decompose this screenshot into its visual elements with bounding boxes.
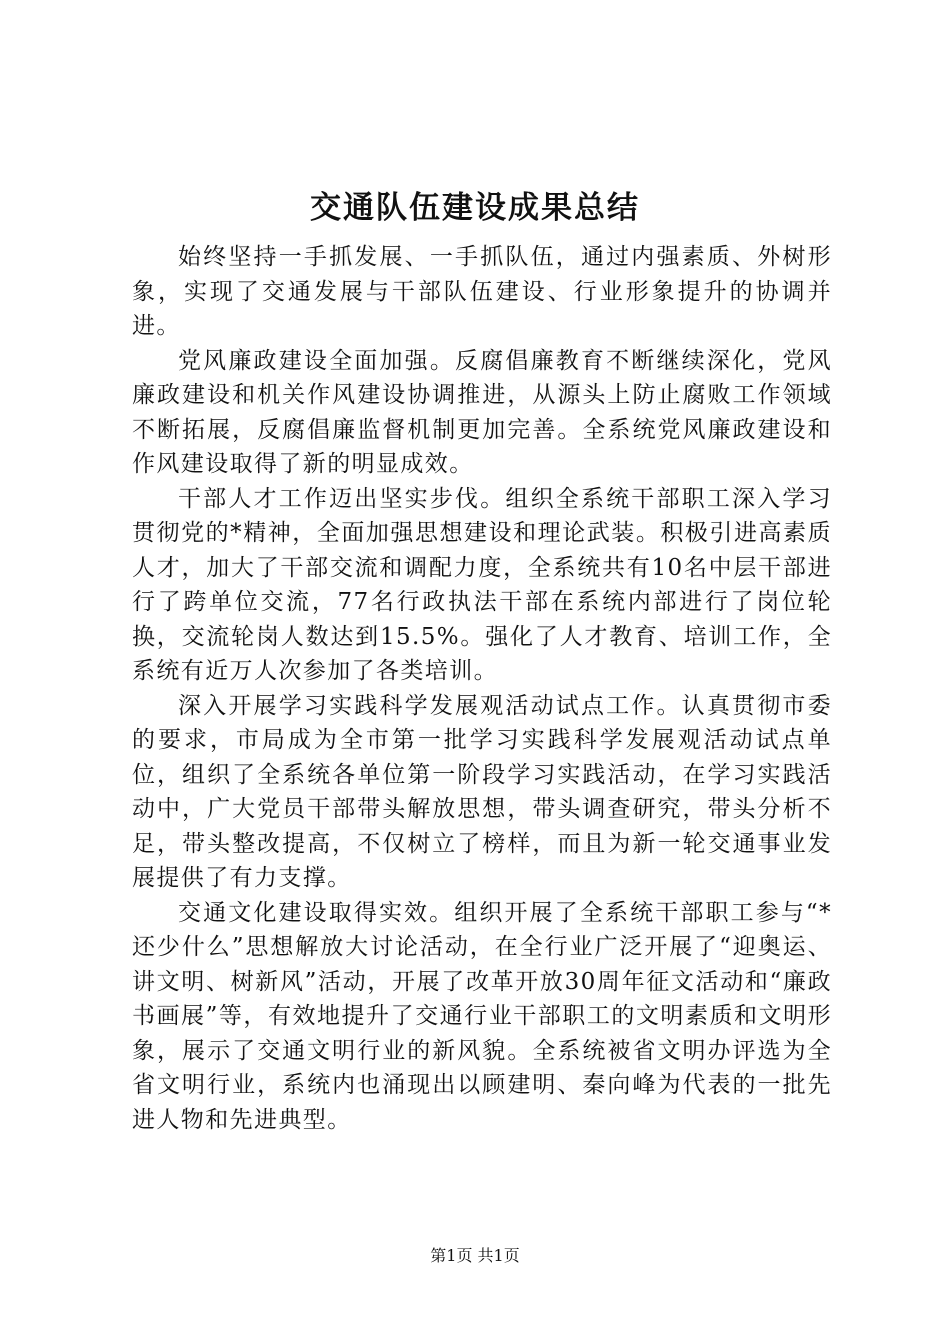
page-footer: 第1页 共1页 (430, 1246, 520, 1265)
paragraph-talent-work: 干部人才工作迈出坚实步伐。组织全系统干部职工深入学习贯彻党的*精神，全面加强思想建设和理论武装。积极引进高素质人才，加大了干部交流和调配力度，全系统共有10名中层干部进行了跨单位交流，77名行政执法干部在系统内部进行了岗位轮换，交流轮岗人数达到15.5%。强化了人才教育、培训工作，全系统有近万人次参加了各类培训。 (132, 485, 832, 684)
document-title: 交通队伍建设成果总结 (310, 190, 640, 226)
paragraph-culture-building: 交通文化建设取得实效。组织开展了全系统干部职工参与“*还少什么”思想解放大讨论活动，在全行业广泛开展了“迎奥运、讲文明、树新风”活动，开展了改革开放30周年征文活动和“廉政书画展”等，有效地提升了交通行业干部职工的文明素质和文明形象，展示了交通文明行业的新风貌。全系统被省文明办评选为全省文明行业，系统内也涌现出以顾建明、秦向峰为代表的一批先进人物和先进典型。 (132, 899, 832, 1133)
paragraph-scientific-development: 深入开展学习实践科学发展观活动试点工作。认真贯彻市委的要求，市局成为全市第一批学习实践科学发展观活动试点单位，组织了全系统各单位第一阶段学习实践活动，在学习实践活动中，广大党员干部带头解放思想，带头调查研究，带头分析不足，带头整改提高，不仅树立了榜样，而且为新一轮交通事业发展提供了有力支撑。 (132, 692, 832, 891)
paragraph-party-conduct: 党风廉政建设全面加强。反腐倡廉教育不断继续深化，党风廉政建设和机关作风建设协调推进，从源头上防止腐败工作领域不断拓展，反腐倡廉监督机制更加完善。全系统党风廉政建设和作风建设取得了新的明显成效。 (132, 347, 832, 477)
document-body (132, 240, 832, 1137)
paragraph-intro: 始终坚持一手抓发展、一手抓队伍，通过内强素质、外树形象，实现了交通发展与干部队伍建设、行业形象提升的协调并进。 (132, 244, 832, 339)
